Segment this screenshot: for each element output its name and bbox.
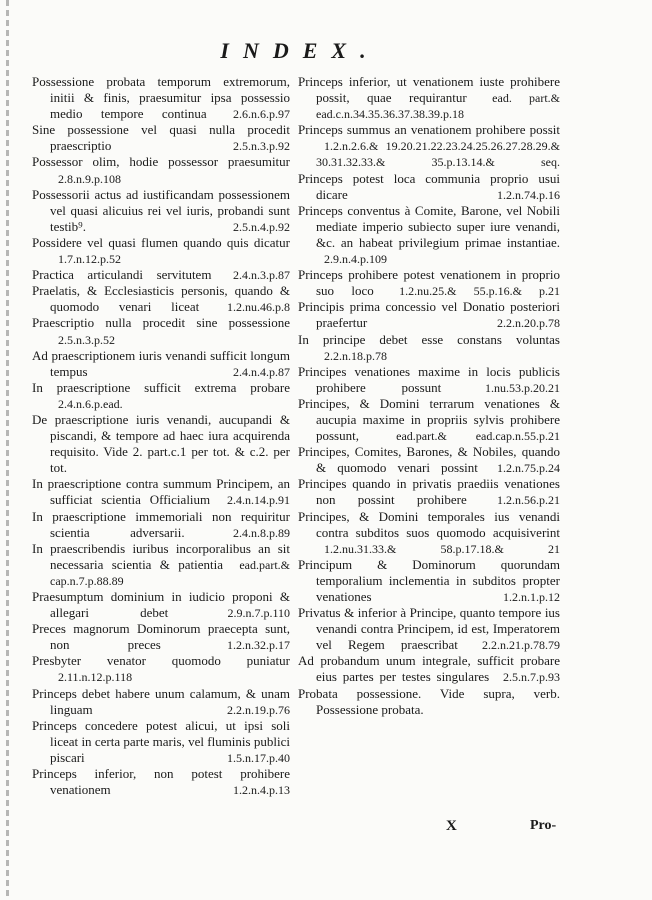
entry-reference: 1.2.nu.46.p.8 [227, 300, 290, 315]
index-entry [32, 509, 290, 541]
signature-mark: X [446, 818, 457, 834]
index-column-right [298, 74, 560, 718]
index-entry [32, 283, 290, 315]
index-entry [32, 315, 290, 347]
entry-text: Probata possessione. Vide supra, verb. Possessione probata. [298, 685, 560, 717]
entry-reference: 1.2.n.74.p.16 [497, 187, 560, 202]
entry-reference: 1.2.n.4.p.13 [233, 783, 290, 798]
entry-reference: 2.4.n.14.p.91 [227, 493, 290, 508]
entry-reference: 2.2.n.19.p.76 [227, 702, 290, 717]
index-entry [32, 348, 290, 380]
index-entry [32, 74, 290, 122]
entry-text: Possessorii actus ad iustificandam possessionem vel quasi alicuius rei vel iuris, probandi sunt testib⁹. [32, 186, 290, 234]
entry-text: Praesumptum dominium in iudicio proponi & allegari debet [32, 589, 290, 621]
entry-reference: 1.7.n.12.p.52 [58, 252, 121, 267]
entry-text: Ad praescriptionem iuris venandi sufficit longum tempus [32, 347, 290, 379]
entry-text: Principes quando in privatis praediis venationes non possint prohibere [298, 476, 560, 508]
entry-reference: 2.5.n.3.p.52 [58, 332, 115, 347]
entry-text: Sine possessione vel quasi nulla procedit praescriptio [32, 122, 290, 154]
entry-text: In praescriptione immemoriali non requiritur scientia adversarii. [32, 508, 290, 540]
entry-reference: 1.2.n.2.6.& 19.20.21.22.23.24.25.26.27.28.29.& 30.31.32.33.& 35.p.13.14.& seq. [316, 139, 560, 170]
entry-text: Princeps concedere potest alicui, ut ipsi soli liceat in certa parte maris, vel fluminis publici piscari [32, 717, 290, 765]
index-entry [298, 364, 560, 396]
index-entry [32, 412, 290, 476]
index-column-left [32, 74, 290, 798]
entry-reference: 2.6.n.6.p.97 [233, 107, 291, 122]
entry-reference: 1.5.n.17.p.40 [227, 750, 290, 765]
entry-text: Principis prima concessio vel Donatio posteriori praefertur [298, 299, 560, 331]
entry-reference: 1.2.nu.25.& 55.p.16.& p.21 [399, 284, 560, 299]
index-entry [298, 653, 560, 685]
entry-text: Possessione probata temporum extremorum, initii & finis, praesumitur ipsa possessio medio tempore continua [32, 74, 290, 122]
index-entry [298, 396, 560, 444]
index-entry [298, 299, 560, 331]
index-entry [32, 541, 290, 589]
index-entry [32, 267, 290, 283]
entry-text: In praescriptione contra summum Principem, an sufficiat scientia Officialium [32, 476, 290, 508]
index-entry [32, 653, 290, 685]
index-entry [298, 122, 560, 170]
entry-text: Presbyter venator quomodo puniatur [32, 653, 290, 669]
index-entry [298, 557, 560, 605]
entry-reference: 2.4.n.3.p.87 [233, 268, 291, 283]
entry-reference: ead. part.& ead.c.n.34.35.36.37.38.39.p.18 [316, 91, 560, 122]
entry-text: Princeps summus an venationem prohibere possit [298, 122, 560, 138]
entry-reference: 2.2.n.21.p.78.79 [482, 638, 560, 653]
index-entry [298, 605, 560, 653]
page-title: INDEX. [220, 38, 380, 63]
index-entry [298, 171, 560, 203]
index-entry [32, 621, 290, 653]
catchword: Pro- [530, 818, 557, 833]
index-entry [298, 476, 560, 508]
index-entry [32, 476, 290, 508]
entry-text: Ad probandum unum integrale, sufficit probare eius partes per testes singulares [298, 653, 560, 685]
entry-text: Principes, & Domini temporales ius venandi contra subditos suos quomodo acquisiverint [298, 508, 560, 540]
entry-text: Principum & Dominorum quorundam temporalium inclementia in subditos propter venationes [298, 556, 560, 604]
entry-text: Possidere vel quasi flumen quando quis dicatur [32, 234, 290, 250]
index-entry [298, 203, 560, 267]
index-entry [298, 332, 560, 364]
index-entry [32, 686, 290, 718]
entry-reference: 2.5.n.3.p.92 [233, 139, 290, 154]
index-entry [298, 686, 560, 718]
entry-reference: 1.nu.53.p.20.21 [485, 380, 561, 395]
entry-text: De praescriptione iuris venandi, aucupandi & piscandi, & tempore ad haec iura acquirenda requisito. Vide 2. part.c.1 per tot. & c.2. per tot. [32, 411, 290, 476]
entry-text: Princeps conventus à Comite, Barone, vel Nobili mediate imperio subiecto super iure venandi, &c. an habeat privilegium primae instantiae. [298, 202, 560, 250]
index-entry [298, 509, 560, 557]
entry-reference: 2.8.n.9.p.108 [58, 171, 121, 186]
index-entry [32, 235, 290, 267]
entry-reference: 2.4.n.6.p.ead. [58, 396, 123, 411]
entry-reference: 1.2.n.56.p.21 [497, 493, 560, 508]
entry-reference: 1.2.n.32.p.17 [227, 638, 291, 653]
entry-text: In principe debet esse constans voluntas [298, 331, 560, 347]
index-entry [32, 380, 290, 412]
entry-text: In praescriptione sufficit extrema probare [32, 379, 290, 395]
index-entry [32, 154, 290, 186]
entry-text: Privatus & inferior à Principe, quanto tempore ius venandi contra Principem, id est, Imperatorem vel Regem praescribat [298, 605, 560, 653]
entry-text: Principes venationes maxime in locis publicis prohibere possunt [298, 363, 560, 395]
entry-reference: 2.9.n.4.p.109 [324, 252, 387, 267]
entry-reference: 2.11.n.12.p.118 [58, 670, 133, 685]
entry-reference: ead.part.& cap.n.7.p.88.89 [50, 557, 291, 588]
entry-text: In praescribendis iuribus incorporalibus an sit necessaria scientia & patientia [32, 540, 290, 572]
page-edge-shadow [6, 0, 9, 900]
entry-text: Principes, Comites, Barones, & Nobiles, quando & quomodo venari possint [298, 444, 560, 476]
entry-text: Princeps inferior, non potest prohibere venationem [32, 766, 290, 798]
entry-reference: 1.2.n.75.p.24 [497, 461, 561, 476]
index-entry [32, 187, 290, 235]
index-entry [298, 444, 560, 476]
entry-text: Princeps potest loca communia proprio usui dicare [298, 170, 560, 202]
entry-reference: 2.4.n.4.p.87 [233, 364, 290, 379]
entry-reference: 2.9.n.7.p.110 [227, 606, 290, 621]
entry-reference: 1.2.nu.31.33.& 58.p.17.18.& 21 [324, 541, 560, 556]
entry-reference: 2.5.n.7.p.93 [503, 670, 560, 685]
entry-text: Praelatis, & Ecclesiasticis personis, quando & quomodo venari liceat [32, 283, 290, 315]
index-entry [32, 718, 290, 766]
entry-reference: 2.5.n.4.p.92 [233, 219, 290, 234]
entry-reference: 1.2.n.1.p.12 [503, 590, 560, 604]
index-entry [32, 122, 290, 154]
entry-reference: ead.part.& ead.cap.n.55.p.21 [396, 429, 560, 444]
index-entry [32, 589, 290, 621]
entry-text: Princeps debet habere unum calamum, & unam linguam [32, 685, 290, 717]
entry-text: Praescriptio nulla procedit sine possessione [32, 315, 290, 331]
entry-reference: 2.2.n.18.p.78 [324, 348, 387, 363]
entry-reference: 2.4.n.8.p.89 [233, 525, 290, 540]
entry-text: Possessor olim, hodie possessor praesumitur [32, 154, 290, 170]
index-entry [298, 74, 560, 122]
entry-text: Preces magnorum Dominorum praecepta sunt, non preces [32, 621, 290, 653]
entry-text: Princeps prohibere potest venationem in proprio suo loco [298, 267, 560, 299]
entry-text: Practica articulandi servitutem [32, 267, 212, 283]
entry-text: Principes, & Domini terrarum venationes & aucupia maxime in propriis sylvis prohibere possunt, [298, 395, 560, 444]
entry-reference: 2.2.n.20.p.78 [497, 316, 560, 331]
index-entry [298, 267, 560, 299]
entry-text: Princeps inferior, ut venationem iuste prohibere possit, quae requirantur [298, 74, 560, 106]
index-entry [32, 766, 290, 798]
